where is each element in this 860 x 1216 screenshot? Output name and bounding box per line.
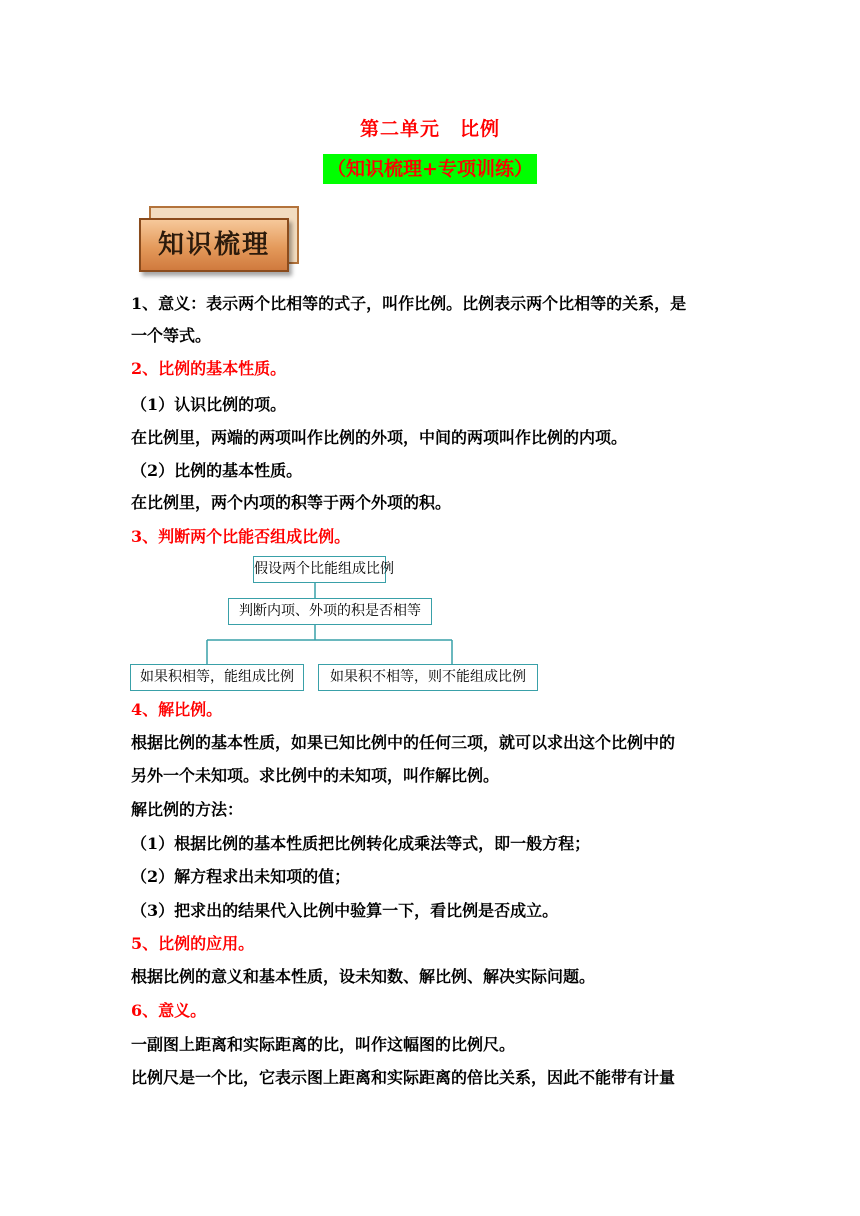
flow-step-check: 判断内项、外项的积是否相等 [228,598,432,625]
banner-label: 知识梳理 [139,218,289,272]
section-4-para-5: （2）解方程求出未知项的值； [131,867,351,886]
section-6-para-1: 一副图上距离和实际距离的比，叫作这幅图的比例尺。 [131,1035,516,1054]
flow-result-yes: 如果积相等，能组成比例 [130,664,304,691]
section-5-heading: 5、比例的应用。 [131,934,255,953]
section-2-heading: 2、比例的基本性质。 [131,359,287,378]
section-2-para-2: 在比例里，两端的两项叫作比例的外项，中间的两项叫作比例的内项。 [131,428,628,447]
section-4-para-3: 解比例的方法： [131,800,244,819]
section-4-para-2: 另外一个未知项。求比例中的未知项，叫作解比例。 [131,766,500,785]
section-2-para-3: （2）比例的基本性质。 [131,461,303,480]
section-4-para-1: 根据比例的基本性质，如果已知比例中的任何三项，就可以求出这个比例中的 [131,733,676,752]
flow-result-no: 如果积不相等，则不能组成比例 [318,664,538,691]
page-title: 第二单元 比例 [359,118,500,140]
section-3-heading: 3、判断两个比能否组成比例。 [131,527,351,546]
section-1-line-1: 1、意义：表示两个比相等的式子，叫作比例。比例表示两个比相等的关系，是 [131,294,687,313]
section-4-para-6: （3）把求出的结果代入比例中验算一下，看比例是否成立。 [131,901,559,920]
section-4-heading: 4、解比例。 [131,700,223,719]
section-2-para-4: 在比例里，两个内项的积等于两个外项的积。 [131,493,452,512]
section-4-para-4: （1）根据比例的基本性质把比例转化成乘法等式，即一般方程； [131,834,591,853]
page-subtitle: （知识梳理+专项训练） [323,154,537,184]
section-6-para-2: 比例尺是一个比，它表示图上距离和实际距离的倍比关系，因此不能带有计量 [131,1068,676,1087]
section-2-para-1: （1）认识比例的项。 [131,395,287,414]
section-1-line-2: 一个等式。 [131,326,212,345]
section-5-para-1: 根据比例的意义和基本性质，设未知数、解比例、解决实际问题。 [131,967,596,986]
flow-step-assume: 假设两个比能组成比例 [253,556,386,583]
section-6-heading: 6、意义。 [131,1001,207,1020]
